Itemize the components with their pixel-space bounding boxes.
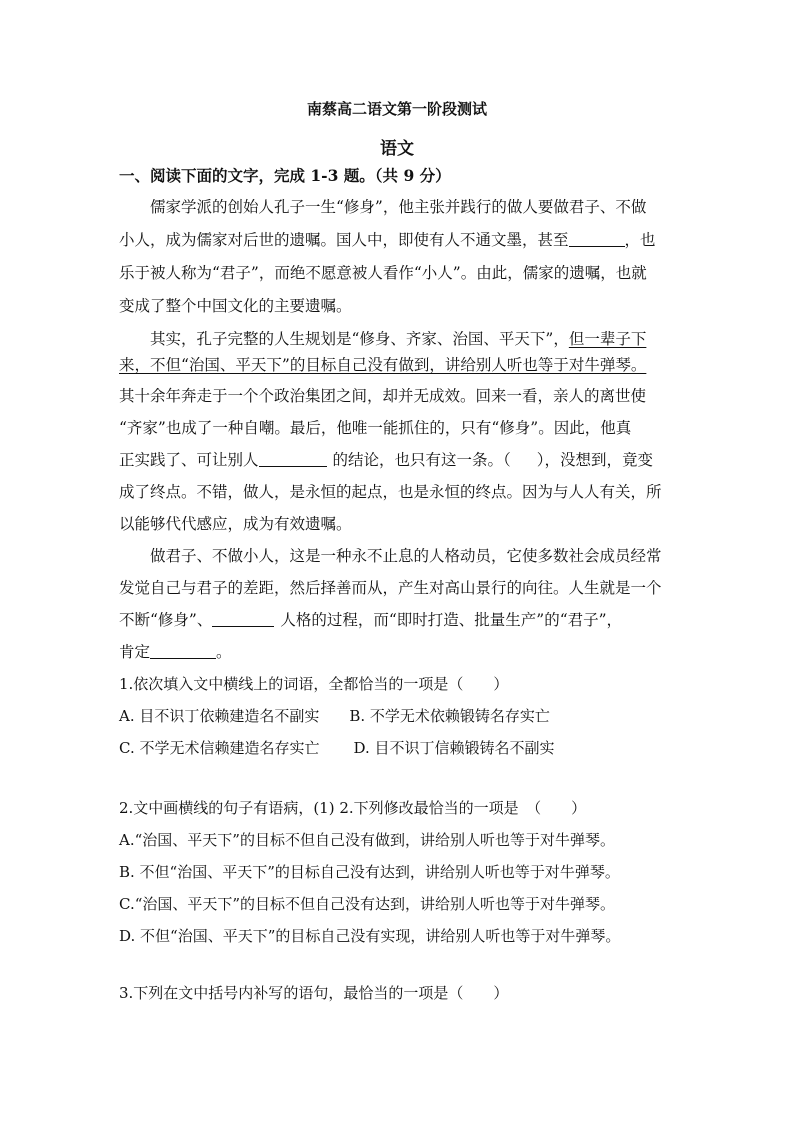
- subject-title: 语文: [380, 139, 414, 159]
- passage-text: 正实践了、可让别人: [119, 451, 259, 469]
- section-heading: 一、阅读下面的文字，完成 1-3 题。（共 9 分）: [119, 166, 451, 185]
- passage-text: ，也: [624, 231, 656, 249]
- option-b: B. 不但“治国、平天下”的目标自己没有达到，讲给别人听也等于对牛弹琴。: [119, 863, 620, 881]
- passage-line: [119, 610, 622, 630]
- passage-line: [119, 230, 656, 250]
- question-3-stem: 3.下列在文中括号内补写的语句，最恰当的一项是（ ）: [119, 984, 509, 1002]
- passage-line: 做君子、不做小人，这是一种永不止息的人格动员，它使多数社会成员经常: [150, 547, 662, 565]
- fill-blank: [259, 451, 327, 467]
- passage-line: 发觉自己与君子的差距，然后择善而从，产生对高山景行的向往。人生就是一个: [119, 579, 662, 597]
- passage-text: 的结论，也只有这一条。（: [332, 451, 511, 469]
- option-a: A. 目不识丁依赖建造名不副实: [119, 707, 320, 725]
- fill-blank: [150, 643, 216, 659]
- passage-line: 乐于被人称为“君子”，而绝不愿意被人看作“小人”。由此，儒家的遗嘱，也就: [119, 264, 647, 282]
- passage-text: 肯定: [119, 643, 151, 661]
- underlined-sentence: 来，不但“治国、平天下”的目标自己没有做到，讲给别人听也等于对牛弹琴。: [119, 356, 647, 374]
- passage-line: [150, 329, 646, 349]
- passage-text: 人格的过程，而“即时打造、批量生产”的“君子”，: [280, 611, 623, 629]
- fill-blank: [569, 231, 625, 247]
- option-b: B. 不学无术依赖锻铸名存实亡: [349, 707, 550, 725]
- question-2-stem: 2.文中画横线的句子有语病，(1) 2.下列修改最恰当的一项是 （ ）: [119, 799, 587, 817]
- option-d: D. 目不识丁信赖锻铸名不副实: [353, 739, 555, 757]
- passage-line: 其十余年奔走于一个个政治集团之间，却并无成效。回来一看，亲人的离世使: [119, 387, 647, 405]
- option-c: C. 不学无术信赖建造名存实亡: [119, 739, 320, 757]
- passage-line: 成了终点。不错，做人，是永恒的起点，也是永恒的终点。因为与人人有关，所: [119, 483, 662, 501]
- question-1-options: [119, 738, 555, 758]
- fill-blank: [212, 611, 274, 627]
- exam-title: 南蔡高二语文第一阶段测试: [306, 100, 487, 118]
- question-1-options: [119, 706, 550, 726]
- passage-text: 。: [216, 643, 232, 661]
- passage-line: [119, 450, 653, 470]
- option-d: D. 不但“治国、平天下”的目标自己没有实现，讲给别人听也等于对牛弹琴。: [119, 927, 621, 945]
- option-c: C.“治国、平天下”的目标不但自己没有达到，讲给别人听也等于对牛弹琴。: [119, 895, 616, 913]
- passage-text: ），没想到，竟变: [536, 451, 654, 469]
- passage-line: 以能够代代感应，成为有效遗嘱。: [119, 515, 352, 533]
- option-a: A.“治国、平天下”的目标不但自己没有做到，讲给别人听也等于对牛弹琴。: [119, 831, 615, 849]
- question-1-stem: 1.依次填入文中横线上的词语，全都恰当的一项是（ ）: [119, 675, 509, 693]
- passage-text: 其实，孔子完整的人生规划是“修身、齐家、治国、平天下”，: [150, 330, 569, 348]
- passage-line: [119, 642, 232, 662]
- passage-text: 小人，成为儒家对后世的遗嘱。国人中，即使有人不通文墨，甚至: [119, 231, 569, 249]
- underlined-sentence: 但一辈子下: [568, 330, 647, 348]
- passage-text: 不断“修身”、: [119, 611, 213, 629]
- passage-line: 变成了整个中国文化的主要遗嘱。: [119, 297, 352, 315]
- passage-line: 儒家学派的创始人孔子一生“修身”，他主张并践行的做人要做君子、不做: [150, 198, 647, 216]
- passage-line: “齐家”也成了一种自嘲。最后，他唯一能抓住的，只有“修身”。因此，他真: [119, 419, 632, 437]
